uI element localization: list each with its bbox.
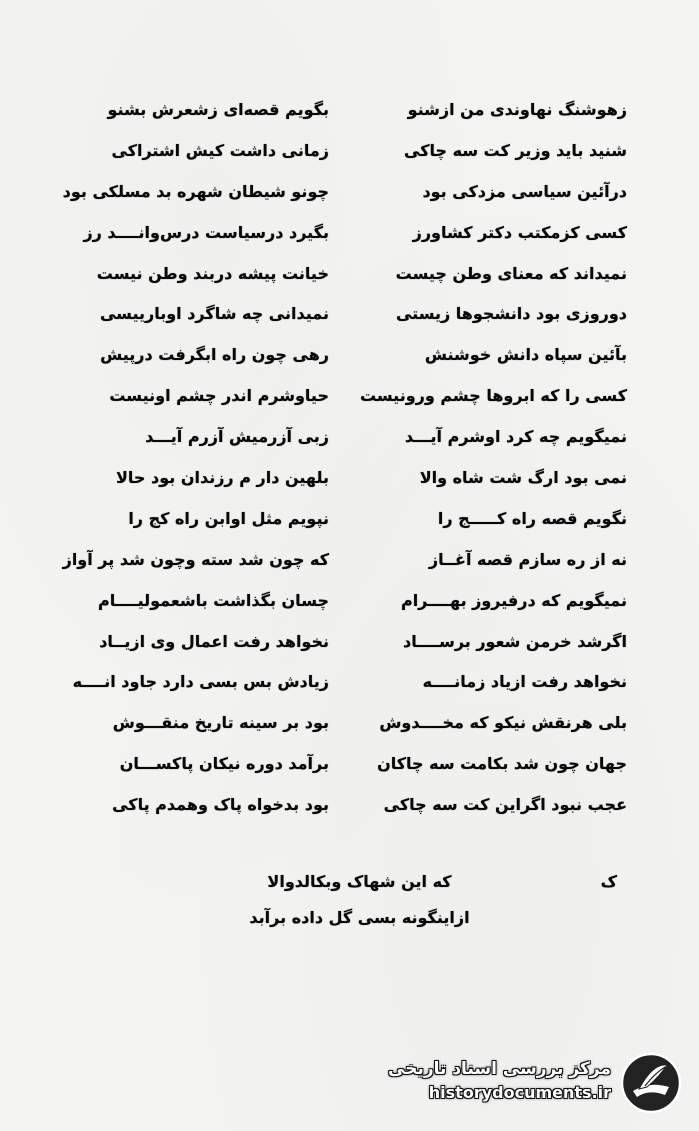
archive-watermark[interactable]: [389, 1051, 689, 1119]
hemistich-left: نمیدانی چه شاگرد اوبارییسی: [99, 304, 329, 324]
hemistich-right: نمیگویم چه کرد اوشرم آیـــد: [404, 427, 627, 447]
hemistich-right: کسی را که ابروها چشم ورونیست: [359, 386, 627, 406]
couplet: [0, 419, 699, 460]
hemistich-right: بلی هرنقش نیکو که مخــــدوش: [379, 713, 627, 733]
couplet: [0, 542, 699, 583]
hemistich-right: نمیگویم که درفیروز بهــــرام: [400, 590, 627, 610]
hemistich-right: زهوشنگ نهاوندی من ازشنو: [407, 100, 627, 119]
hemistich-left: حیاوشرم اندر چشم اونیست: [109, 386, 329, 406]
closing-line-2: ازاینگونه بسی گل داده برآبد: [249, 908, 470, 927]
couplet: [0, 92, 699, 133]
hemistich-left: بگیرد درسیاست درس‌وانــــد رز: [83, 222, 329, 242]
couplet: [0, 787, 699, 828]
couplet: [0, 215, 699, 256]
hemistich-right: بآئین سپاه دانش خوشنش: [424, 345, 627, 365]
hemistich-left: زمانی داشت کیش اشتراکی: [111, 140, 329, 160]
couplet: [0, 256, 699, 297]
book-feather-logo-icon: [619, 1051, 683, 1115]
couplet: [0, 133, 699, 174]
hemistich-left: برآمد دوره نیکان پاکســـان: [119, 754, 329, 774]
hemistich-left: رهی چون راه ابگرفت درپیش: [100, 345, 329, 365]
couplet: [0, 746, 699, 787]
hemistich-left: زیادش بس بسی دارد جاود انــــه: [72, 672, 329, 692]
hemistich-right: عجب نبود اگراین کت سه چاکی: [383, 795, 627, 815]
hemistich-left: زبی آزرمیش آزرم آیـــد: [145, 427, 329, 447]
catchword-marker: ک: [600, 872, 617, 891]
hemistich-left: خیانت پیشه دربند وطن نیست: [96, 263, 329, 283]
hemistich-right: کسی کزمکتب دکتر کشاورز: [412, 222, 627, 242]
hemistich-right: نه از ره سازم قصه آغــاز: [428, 549, 627, 569]
couplet: [0, 337, 699, 378]
couplet: [0, 583, 699, 624]
hemistich-left: که چون شد سته وچون شد پر آواز: [62, 549, 329, 569]
hemistich-right: شنید باید وزیر کت سه چاکی: [404, 140, 627, 160]
hemistich-left: بود بدخواه پاک وهمدم پاکی: [112, 795, 329, 815]
watermark-title: مرکز بررسی اسناد تاریخی: [388, 1059, 611, 1079]
hemistich-left: بود بر سینه تاریخ منقـــوش: [112, 713, 329, 733]
hemistich-right: دوروزی بود دانشجوها زیستی: [395, 304, 627, 324]
hemistich-left: بلهین دار م رزندان بود حالا: [115, 468, 329, 488]
watermark-url[interactable]: historydocuments.ir: [428, 1083, 611, 1102]
couplet: [0, 378, 699, 419]
couplet: [0, 664, 699, 705]
hemistich-right: نمیداند که معنای وطن چیست: [395, 263, 627, 283]
hemistich-right: اگرشد خرمن شعور برســــاد: [402, 631, 627, 651]
couplet: [0, 501, 699, 542]
hemistich-right: جهان چون شد بکامت سه چاکان: [377, 754, 627, 774]
poem-body: [0, 92, 699, 828]
hemistich-left: چونو شیطان شهره بد مسلکی بود: [62, 181, 329, 201]
couplet: [0, 296, 699, 337]
couplet: [0, 624, 699, 665]
hemistich-right: نگویم قصه راه کـــــج را: [437, 508, 627, 528]
closing-line-1: که این شهاک وبکالدوالا: [267, 872, 452, 891]
hemistich-left: نپویم مثل اوابن راه کج را: [128, 508, 329, 528]
hemistich-left: چسان بگذاشت باشعمولیــــام: [97, 590, 329, 610]
couplet: [0, 705, 699, 746]
hemistich-right: درآئین سیاسی مزدکی بود: [422, 181, 627, 201]
hemistich-right: نخواهد رفت ازیاد زمانــــه: [422, 672, 627, 692]
watermark-text: [388, 1059, 611, 1102]
couplet: [0, 174, 699, 215]
couplet: [0, 460, 699, 501]
hemistich-left: بگویم قصه‌ای زشعرش بشنو: [107, 100, 329, 119]
hemistich-left: نخواهد رفت اعمال وی ازیــاد: [99, 631, 329, 651]
hemistich-right: نمی بود ارگ شت شاه والا: [419, 468, 627, 488]
